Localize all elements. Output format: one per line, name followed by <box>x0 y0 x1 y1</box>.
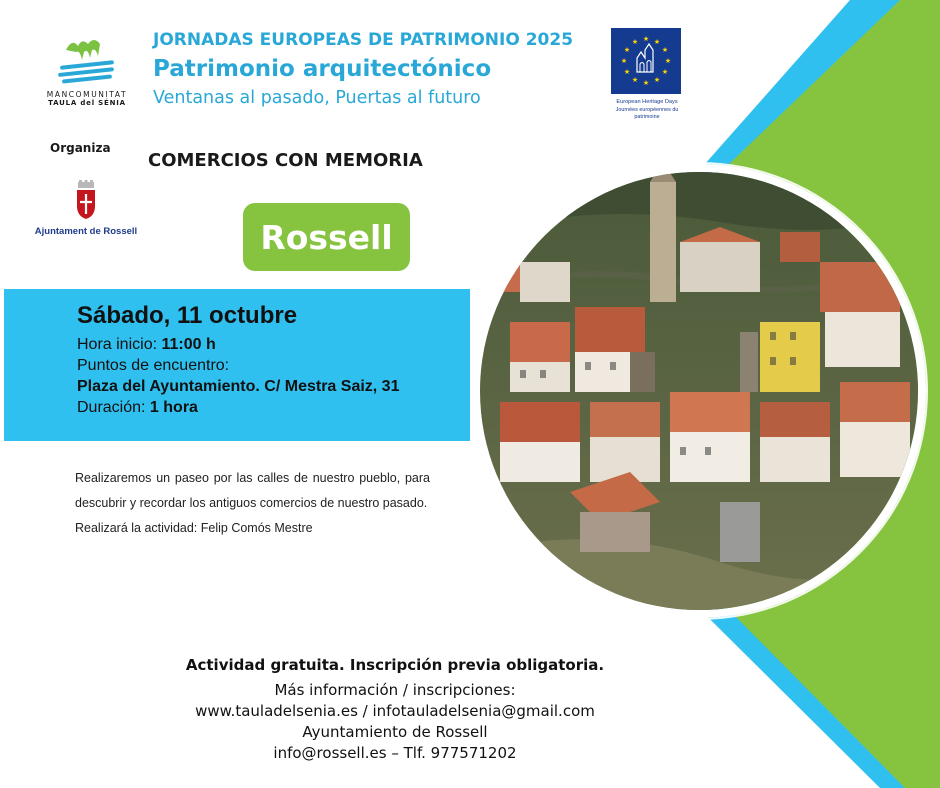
svg-text:★: ★ <box>642 35 650 43</box>
start-time-label: Hora inicio: <box>77 336 162 353</box>
coat-of-arms-icon <box>75 180 97 220</box>
info-label: Más información / inscripciones: <box>274 681 516 699</box>
svg-text:★: ★ <box>642 79 650 87</box>
contact-web-email: www.tauladelsenia.es / infotauladelsenia@gmail.com <box>195 702 595 720</box>
mancomunitat-label-line2: TAULA del SÉNIA <box>48 99 126 107</box>
mancomunitat-logo <box>44 30 130 122</box>
european-heritage-days-logo <box>611 28 683 121</box>
ajuntament-name: Ayuntamiento de Rossell <box>302 723 488 741</box>
theme-title: Patrimonio arquitectónico <box>153 56 492 82</box>
eu-stars-icon <box>611 28 681 94</box>
event-name: COMERCIOS CON MEMORIA <box>148 150 423 171</box>
svg-text:★: ★ <box>653 76 661 84</box>
start-time-row <box>77 336 399 354</box>
svg-text:★: ★ <box>653 38 661 46</box>
svg-text:★: ★ <box>661 68 669 76</box>
description-text: Realizaremos un paseo por las calles de nuestro pueblo, para descubrir y recordar los antiguos comercios de nuestro pasado. <box>75 471 430 510</box>
duration-value: 1 hora <box>149 399 198 416</box>
guide-credit: Realizará la actividad: Felip Comós Mestre <box>75 521 313 535</box>
activity-description <box>75 466 430 541</box>
ajuntament-logo <box>30 180 142 237</box>
mancomunitat-label-line1: MANCOMUNITAT <box>46 90 128 99</box>
ehd-french-label: Journées européennes du patrimoine <box>615 107 679 120</box>
town-name: Rossell <box>260 217 393 257</box>
duration-row <box>77 399 399 417</box>
svg-text:★: ★ <box>623 68 631 76</box>
meeting-place-value: Plaza del Ayuntamiento. C/ Mestra Saiz, 31 <box>77 378 400 395</box>
tagline: Ventanas al pasado, Puertas al futuro <box>153 88 481 108</box>
town-photo-illustration <box>480 172 918 610</box>
event-details <box>77 302 399 417</box>
meeting-label: Puntos de encuentro: <box>77 357 230 374</box>
footer <box>150 656 640 762</box>
organiza-label: Organiza <box>50 141 111 155</box>
event-date: Sábado, 11 octubre <box>77 302 298 329</box>
svg-text:★: ★ <box>620 57 628 65</box>
header <box>153 30 573 108</box>
contact-email-phone: info@rossell.es – Tlf. 977571202 <box>273 744 517 762</box>
meeting-place <box>77 378 399 396</box>
svg-text:★: ★ <box>664 57 672 65</box>
event-series-title: JORNADAS EUROPEAS DE PATRIMONIO 2025 <box>153 30 574 50</box>
svg-text:★: ★ <box>631 38 639 46</box>
start-time-value: 11:00 h <box>161 336 216 353</box>
svg-text:★: ★ <box>661 46 669 54</box>
duration-label: Duración: <box>77 399 150 416</box>
svg-text:★: ★ <box>623 46 631 54</box>
eu-flag <box>611 28 681 94</box>
mancomunitat-m-logo-icon <box>52 30 122 88</box>
aerial-town-photo <box>472 164 926 618</box>
ehd-english-label: European Heritage Days <box>616 99 678 105</box>
free-activity-notice: Actividad gratuita. Inscripción previa obligatoria. <box>185 656 605 674</box>
ajuntament-label: Ajuntament de Rossell <box>34 226 138 237</box>
svg-text:★: ★ <box>631 76 639 84</box>
town-badge <box>243 203 410 271</box>
